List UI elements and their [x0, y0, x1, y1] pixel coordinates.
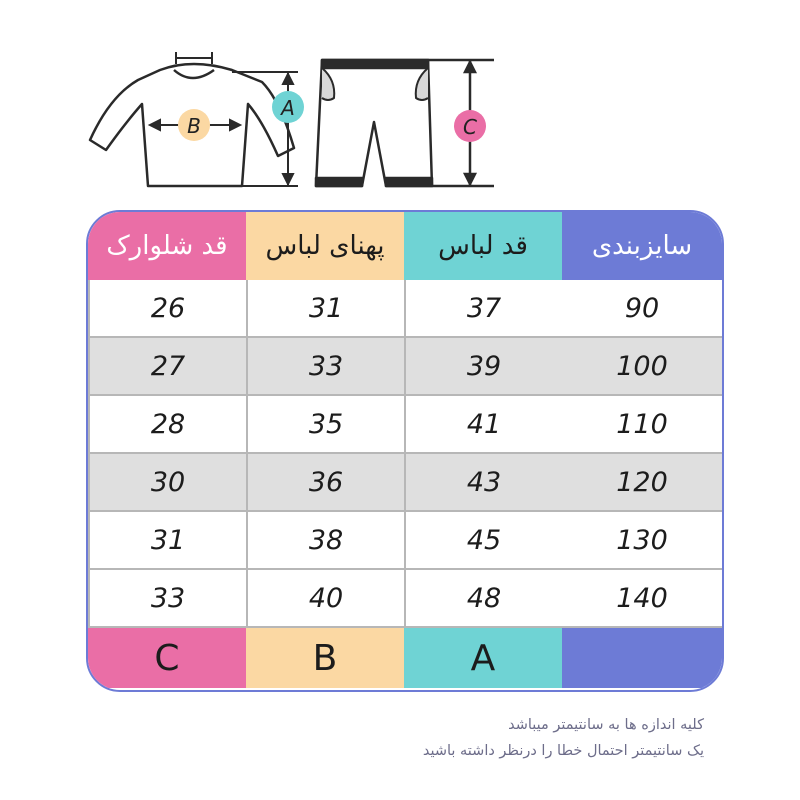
footer-label-b: B: [246, 628, 404, 688]
cell-length: 39: [404, 338, 562, 396]
garment-illustration: [0, 0, 800, 200]
header-shorts-length: قد شلوارک: [88, 212, 246, 280]
footer-label-a: A: [404, 628, 562, 688]
cell-length: 41: [404, 396, 562, 454]
cell-size: 120: [562, 454, 722, 512]
header-length: قد لباس: [404, 212, 562, 280]
cell-shorts-length: 28: [88, 396, 246, 454]
cell-shorts-length: 26: [88, 280, 246, 338]
label-b: B: [187, 114, 201, 138]
cell-shorts-length: 30: [88, 454, 246, 512]
cell-shorts-length: 33: [88, 570, 246, 628]
footer-size: [562, 628, 722, 688]
cell-width: 31: [246, 280, 404, 338]
cell-size: 100: [562, 338, 722, 396]
size-table: [86, 210, 724, 692]
cell-size: 90: [562, 280, 722, 338]
cell-length: 45: [404, 512, 562, 570]
table-row: [88, 454, 722, 512]
cell-width: 35: [246, 396, 404, 454]
table-row: [88, 280, 722, 338]
table-header-row: [88, 212, 722, 280]
cell-length: 37: [404, 280, 562, 338]
header-size: سایزبندی: [562, 212, 722, 280]
cell-width: 38: [246, 512, 404, 570]
label-a: A: [281, 96, 295, 120]
cell-shorts-length: 27: [88, 338, 246, 396]
cell-length: 48: [404, 570, 562, 628]
label-c: C: [463, 115, 477, 139]
cell-size: 140: [562, 570, 722, 628]
table-row: [88, 396, 722, 454]
note-line-tolerance: یک سانتیمتر احتمال خطا را درنظر داشته باشید: [422, 743, 704, 759]
header-width: پهنای لباس: [246, 212, 404, 280]
note-line-units: کلیه اندازه ها به سانتیمتر میباشد: [508, 717, 704, 733]
cell-width: 40: [246, 570, 404, 628]
shorts-drawing: [316, 60, 432, 186]
table-row: [88, 512, 722, 570]
cell-width: 33: [246, 338, 404, 396]
table-footer-row: [88, 628, 722, 688]
table-row: [88, 570, 722, 628]
cell-width: 36: [246, 454, 404, 512]
cell-length: 43: [404, 454, 562, 512]
cell-size: 130: [562, 512, 722, 570]
cell-size: 110: [562, 396, 722, 454]
footer-label-c: C: [88, 628, 246, 688]
cell-shorts-length: 31: [88, 512, 246, 570]
measurement-note: [204, 712, 704, 764]
table-row: [88, 338, 722, 396]
